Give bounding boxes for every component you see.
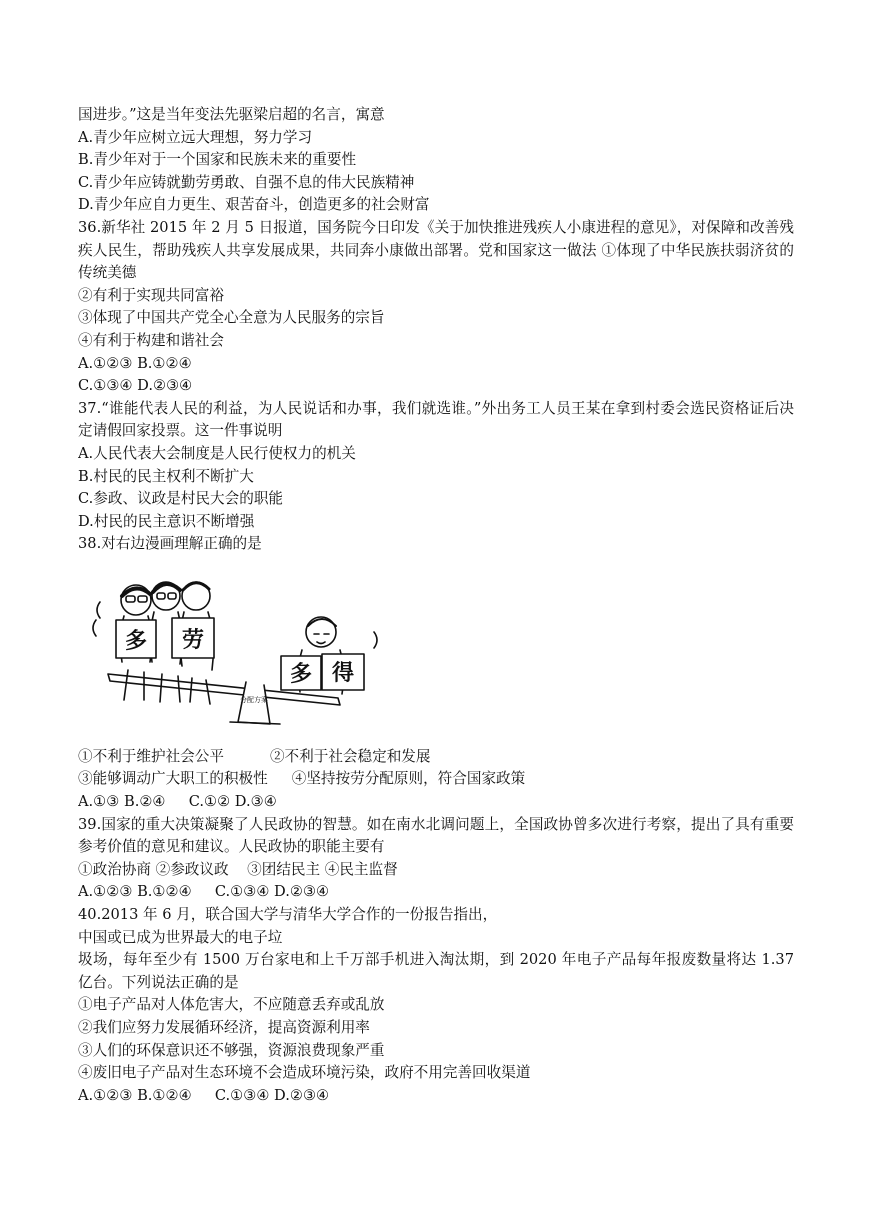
q37-option-b: B.村民的民主权利不断扩大	[78, 467, 254, 485]
q35-option-b: B.青少年对于一个国家和民族未来的重要性	[78, 151, 357, 169]
q36-item-2: ②有利于实现共同富裕	[78, 286, 224, 304]
q36-answers-cd: C.①③④ D.②③④	[78, 377, 193, 395]
q40-stem-line1: 40.2013 年 6 月，联合国大学与清华大学合作的一份报告指出，	[78, 906, 498, 924]
q38-cartoon	[78, 562, 794, 740]
q39-answers: A.①②③ B.①②④ C.①③④ D.②③④	[78, 883, 330, 901]
q40-stem-line2: 中国或已成为世界最大的电子垃	[78, 928, 283, 946]
cartoon-sign-lao: 劳	[181, 627, 205, 653]
q40-answers: A.①②③ B.①②④ C.①③④ D.②③④	[78, 1086, 330, 1104]
q35-option-c: C.青少年应铸就勤劳勇敢、自强不息的伟大民族精神	[78, 173, 415, 191]
q36-item-3: ③体现了中国共产党全心全意为人民服务的宗旨	[78, 309, 385, 327]
q39-items: ①政治协商 ②参政议政 ③团结民主 ④民主监督	[78, 860, 398, 878]
q36-item-4: ④有利于构建和谐社会	[78, 331, 224, 349]
q38-item-2: ②不利于社会稳定和发展	[269, 747, 431, 765]
cartoon-sign-de: 得	[331, 660, 355, 686]
seesaw-cartoon-illustration	[88, 562, 388, 737]
q37-option-a: A.人民代表大会制度是人民行使权力的机关	[78, 444, 356, 462]
question-content	[78, 104, 794, 1107]
q40-item-4: ④废旧电子产品对生态环境不会造成环境污染，政府不用完善回收渠道	[78, 1064, 531, 1082]
q38-item-3: ③能够调动广大职工的积极性	[78, 770, 268, 788]
cartoon-fulcrum-label: 分配方案	[240, 695, 268, 704]
cartoon-sign-duo-right: 多	[289, 661, 313, 687]
q40-item-3: ③人们的环保意识还不够强，资源浪费现象严重	[78, 1041, 385, 1059]
q35-option-d: D.青少年应自力更生、艰苦奋斗，创造更多的社会财富	[78, 196, 430, 214]
q40-item-1: ①电子产品对人体危害大，不应随意丢弃或乱放	[78, 996, 385, 1014]
q38-items-row1	[78, 746, 794, 769]
q35-option-a: A.青少年应树立远大理想，努力学习	[78, 128, 313, 146]
q37-stem: 37.“谁能代表人民的利益，为人民说话和办事，我们就选谁。”外出务工人员王某在拿到村委会选民资格证后决定请假回家投票。这一件事说明	[78, 399, 794, 440]
cartoon-sign-duo-left: 多	[124, 628, 148, 654]
q38-item-1: ①不利于维护社会公平	[78, 747, 224, 765]
q38-items-row2	[78, 768, 794, 791]
q37-option-d: D.村民的民主意识不断增强	[78, 512, 255, 530]
q38-stem: 38.对右边漫画理解正确的是	[78, 535, 262, 553]
q37-option-c: C.参政、议政是村民大会的职能	[78, 490, 284, 508]
q40-item-2: ②我们应努力发展循环经济，提高资源利用率	[78, 1019, 370, 1036]
q38-item-4: ④坚持按劳分配原则，符合国家政策	[291, 770, 526, 788]
q38-answers: A.①③ B.②④ C.①② D.③④	[78, 793, 277, 811]
q36-stem: 36.新华社 2015 年 2 月 5 日报道，国务院今日印发《关于加快推进残疾人小康进程的意见》，对保障和改善残疾人民生，帮助残疾人共享发展成果，共同奔小康做出部署。党和国家这一做法 ①体现了中华民族扶弱济贫的传统美德	[78, 218, 794, 282]
q39-stem: 39.国家的重大决策凝聚了人民政协的智慧。如在南水北调问题上，全国政协曾多次进行考察，提出了具有重要参考价值的意见和建议。人民政协的职能主要有	[78, 815, 794, 856]
q35-stem-tail: 国进步。”这是当年变法先驱梁启超的名言，寓意	[78, 106, 385, 123]
q36-answers-ab: A.①②③ B.①②④	[78, 354, 192, 372]
q40-stem-rest: 圾场，每年至少有 1500 万台家电和上千万部手机进入淘汰期，到 2020 年电子产品每年报废数量将达 1.37 亿台。下列说法正确的是	[78, 951, 794, 991]
